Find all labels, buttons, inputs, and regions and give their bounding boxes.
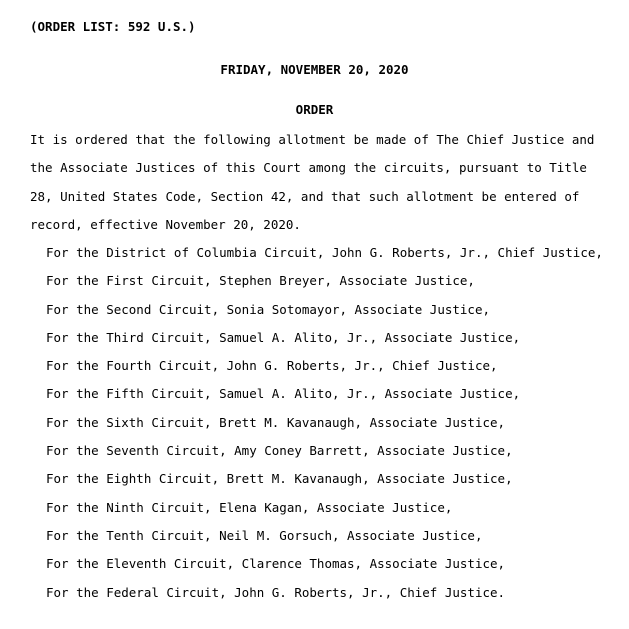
body-line: record, effective November 20, 2020. <box>30 216 301 232</box>
body-line: It is ordered that the following allotment be made of The Chief Justice and <box>30 132 595 147</box>
allotment-line-first-circuit: For the First Circuit, Stephen Breyer, Associate Justice, <box>46 273 475 289</box>
allotment-line-eighth-circuit: For the Eighth Circuit, Brett M. Kavanaugh, Associate Justice, <box>46 471 513 487</box>
allotment-line-eleventh-circuit: For the Eleventh Circuit, Clarence Thomas, Associate Justice, <box>46 556 506 572</box>
body-line: 28, United States Code, Section 42, and that such allotment be entered of <box>30 188 580 204</box>
order-heading: ORDER <box>295 102 334 117</box>
allotment-line-second-circuit: For the Second Circuit, Sonia Sotomayor, Associate Justice, <box>46 301 491 317</box>
allotment-line-seventh-circuit: For the Seventh Circuit, Amy Coney Barrett, Associate Justice, <box>46 443 513 459</box>
order-body-paragraph <box>30 126 594 239</box>
allotment-line-fifth-circuit: For the Fifth Circuit, Samuel A. Alito, Jr., Associate Justice, <box>46 386 521 402</box>
date-heading: FRIDAY, NOVEMBER 20, 2020 <box>220 62 409 77</box>
allotment-line-fourth-circuit: For the Fourth Circuit, John G. Roberts, Jr., Chief Justice, <box>46 358 498 374</box>
allotment-line-tenth-circuit: For the Tenth Circuit, Neil M. Gorsuch, Associate Justice, <box>46 527 483 543</box>
order-list-label: (ORDER LIST: 592 U.S.) <box>30 19 196 34</box>
allotment-list <box>46 239 603 607</box>
body-line: the Associate Justices of this Court among the circuits, pursuant to Title <box>30 160 587 176</box>
allotment-line-sixth-circuit: For the Sixth Circuit, Brett M. Kavanaugh, Associate Justice, <box>46 414 506 430</box>
allotment-line-third-circuit: For the Third Circuit, Samuel A. Alito, Jr., Associate Justice, <box>46 329 521 345</box>
allotment-line-dc-circuit: For the District of Columbia Circuit, John G. Roberts, Jr., Chief Justice, <box>46 245 603 260</box>
allotment-line-ninth-circuit: For the Ninth Circuit, Elena Kagan, Associate Justice, <box>46 499 453 515</box>
allotment-line-federal-circuit: For the Federal Circuit, John G. Roberts, Jr., Chief Justice. <box>46 584 506 600</box>
